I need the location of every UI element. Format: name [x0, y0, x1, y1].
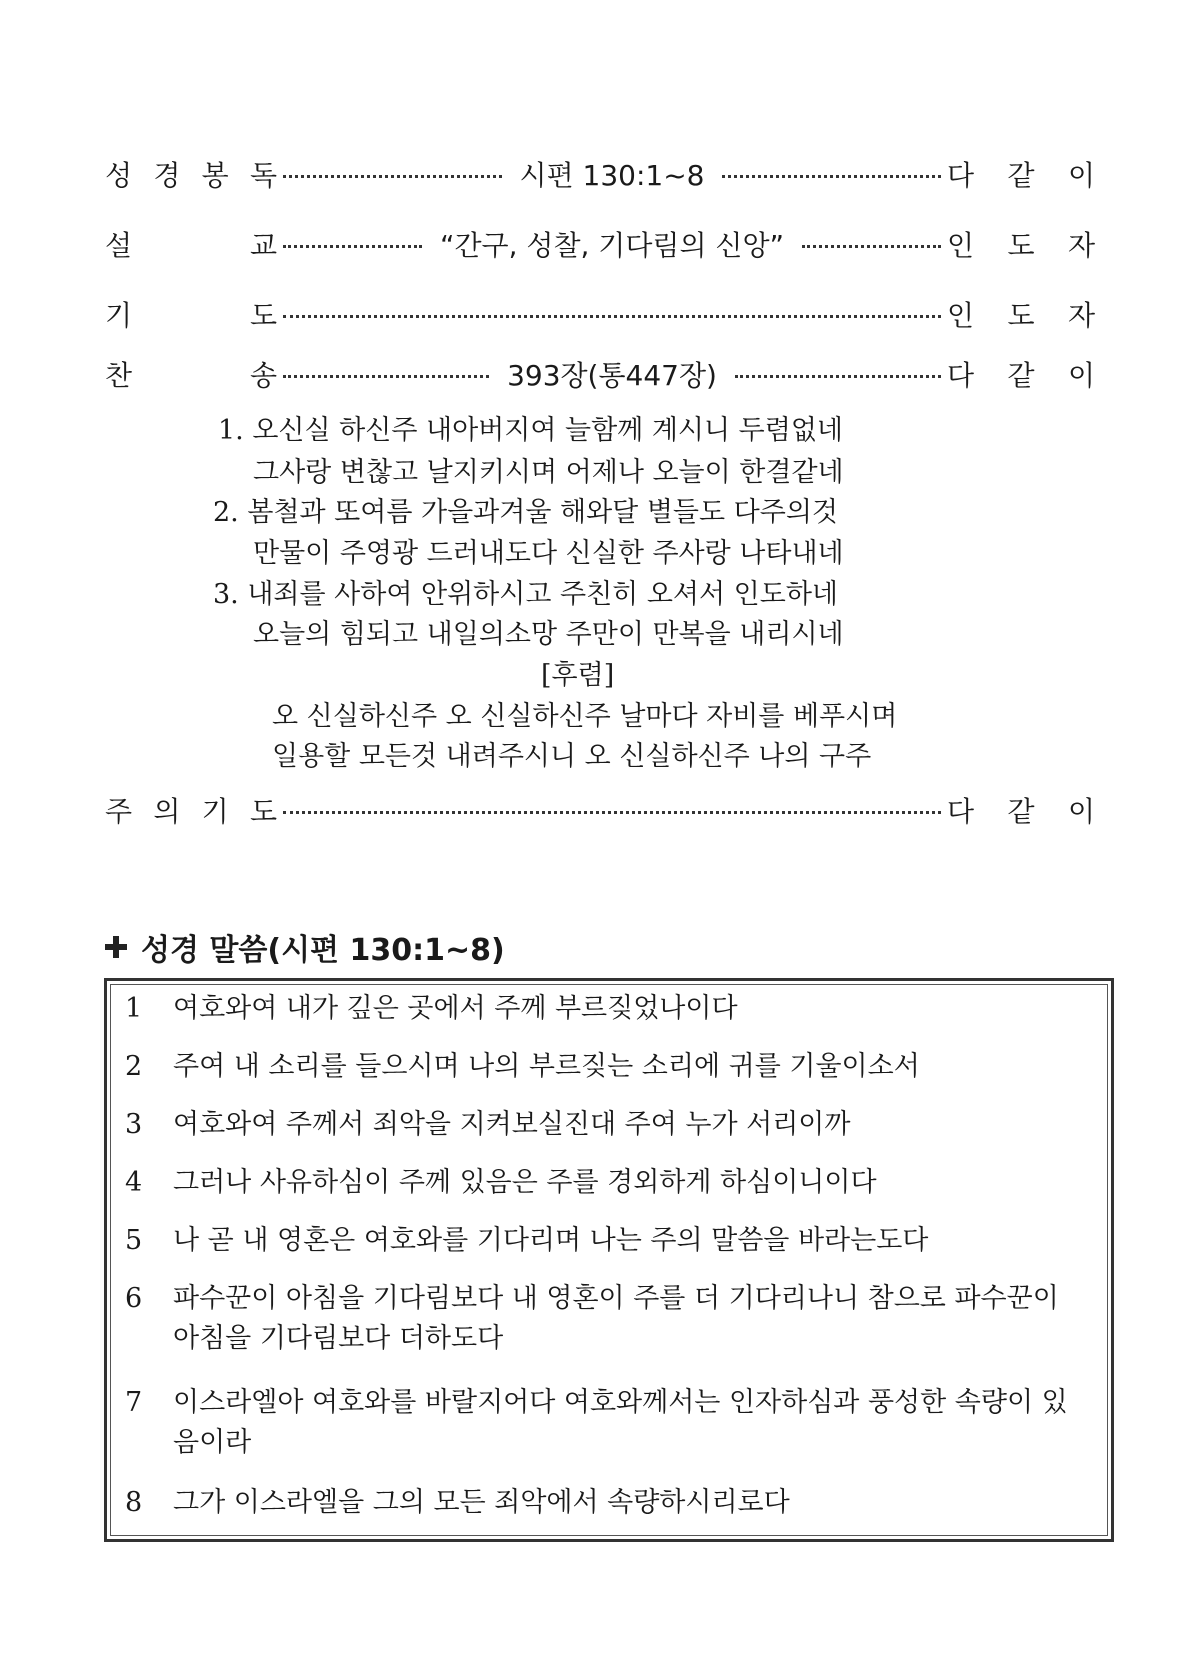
verse-text: 파수꾼이 아침을 기다림보다 내 영혼이 주를 더 기다리나니 참으로 파수꾼이 아침을 기다림보다 더하도다: [173, 1283, 1059, 1354]
verse-number: 7: [125, 1387, 143, 1418]
hymn-line: 일용할 모든것 내려주시니 오 신실하신주 나의 구주: [272, 741, 872, 772]
verse: [125, 1279, 1073, 1359]
order-responsible-char: 도: [1007, 299, 1035, 332]
order-label: [105, 294, 277, 334]
verse: [125, 1383, 1073, 1463]
dot-leader: [802, 245, 941, 248]
order-row-lords-prayer: [105, 788, 1095, 832]
order-label: [105, 154, 277, 194]
verse: [125, 1047, 1073, 1087]
cross-icon: [105, 936, 127, 958]
order-label-char: 경: [153, 159, 181, 192]
order-label-char: 봉: [201, 159, 229, 192]
verse-text: 그러나 사유하심이 주께 있음은 주를 경외하게 하심이니이다: [173, 1167, 877, 1198]
order-responsible-char: 다: [947, 795, 975, 828]
order-responsible: [947, 294, 1095, 334]
order-row-prayer: [105, 292, 1095, 336]
order-label-char: 성: [105, 159, 133, 192]
order-responsible-char: 이: [1067, 359, 1096, 392]
order-responsible-char: 같: [1007, 159, 1035, 192]
order-label-char: 도: [249, 299, 277, 332]
hymn-line: 2. 봄철과 또여름 가을과겨울 해와달 별들도 다주의것: [213, 497, 838, 528]
order-responsible-char: 다: [947, 159, 975, 192]
order-responsible: [947, 154, 1095, 194]
verse-number: 4: [125, 1167, 143, 1198]
order-label-char: 교: [249, 229, 277, 262]
dot-leader: [283, 315, 941, 318]
order-responsible: [947, 354, 1095, 394]
order-label-char: 독: [249, 159, 277, 192]
order-label-char: 기: [105, 299, 133, 332]
dot-leader: [722, 175, 941, 178]
order-label-char: 찬: [105, 359, 133, 392]
order-center-text: 시편 130:1~8: [519, 159, 705, 192]
verse-text: 여호와여 주께서 죄악을 지켜보실진대 주여 누가 서리이까: [173, 1109, 851, 1140]
order-label-char: 송: [249, 359, 277, 392]
verse: [125, 1163, 1073, 1203]
order-responsible-char: 이: [1067, 795, 1095, 828]
hymn-line: 그사랑 변찮고 날지키시며 어제나 오늘이 한결같네: [253, 457, 844, 488]
order-row-sermon: [105, 222, 1095, 266]
scripture-verse-box: [104, 978, 1114, 1542]
dot-leader: [735, 375, 941, 378]
verse-text: 그가 이스라엘을 그의 모든 죄악에서 속량하시리로다: [173, 1487, 790, 1518]
order-responsible-char: 인: [947, 229, 975, 262]
hymn-line: 오늘의 힘되고 내일의소망 주만이 만복을 내리시네: [253, 619, 844, 650]
order-responsible: [947, 224, 1095, 264]
order-responsible-char: 자: [1067, 229, 1095, 262]
hymn-line: 1. 오신실 하신주 내아버지여 늘함께 계시니 두렴없네: [218, 415, 843, 446]
order-responsible-char: 이: [1067, 159, 1095, 192]
order-responsible-char: 인: [947, 299, 975, 332]
verse: [125, 1483, 1073, 1523]
verse-number: 3: [125, 1109, 143, 1140]
verse-number: 8: [125, 1487, 143, 1518]
verse: [125, 1105, 1073, 1145]
order-label: [105, 354, 277, 394]
order-label-char: 도: [249, 795, 277, 828]
dot-leader: [283, 811, 941, 814]
sermon-title: “간구, 성찰, 기다림의 신앙”: [440, 229, 784, 262]
order-label-char: 의: [153, 795, 181, 828]
order-responsible-char: 다: [947, 359, 975, 392]
order-responsible-char: 자: [1067, 299, 1095, 332]
order-row-hymn: [105, 352, 1095, 396]
verse: [125, 989, 1073, 1029]
hymn-refrain-label: [후렴]: [541, 660, 615, 691]
order-label-char: 기: [201, 795, 229, 828]
dot-leader: [283, 375, 489, 378]
scripture-heading: [105, 925, 505, 969]
dot-leader: [283, 245, 422, 248]
verse-number: 6: [125, 1283, 143, 1314]
verse-number: 2: [125, 1051, 143, 1082]
verse-number: 5: [125, 1225, 143, 1256]
order-responsible-char: 같: [1007, 795, 1035, 828]
hymn-line: 만물이 주영광 드러내도다 신실한 주사랑 나타내네: [253, 538, 844, 569]
order-responsible: [947, 790, 1095, 830]
verse-text: 주여 내 소리를 들으시며 나의 부르짖는 소리에 귀를 기울이소서: [173, 1051, 920, 1082]
scripture-title: 성경 말씀(시편 130:1~8): [141, 933, 505, 968]
verse-text: 이스라엘아 여호와를 바랄지어다 여호와께서는 인자하심과 풍성한 속량이 있음이라: [173, 1387, 1068, 1458]
verse: [125, 1221, 1073, 1261]
order-responsible-char: 같: [1007, 359, 1035, 392]
order-label-char: 주: [105, 795, 133, 828]
order-responsible-char: 도: [1007, 229, 1035, 262]
order-label: [105, 790, 277, 830]
hymn-number: 393장(통447장): [507, 359, 717, 392]
order-row-scripture-reading: [105, 152, 1095, 196]
verse-text: 여호와여 내가 깊은 곳에서 주께 부르짖었나이다: [173, 993, 738, 1024]
hymn-line: 3. 내죄를 사하여 안위하시고 주친히 오셔서 인도하네: [213, 579, 838, 610]
dot-leader: [283, 175, 502, 178]
hymn-line: 오 신실하신주 오 신실하신주 날마다 자비를 베푸시며: [272, 701, 898, 732]
order-label: [105, 224, 277, 264]
verse-number: 1: [125, 993, 143, 1024]
verse-text: 나 곧 내 영혼은 여호와를 기다리며 나는 주의 말씀을 바라는도다: [173, 1225, 929, 1256]
order-label-char: 설: [105, 229, 133, 262]
